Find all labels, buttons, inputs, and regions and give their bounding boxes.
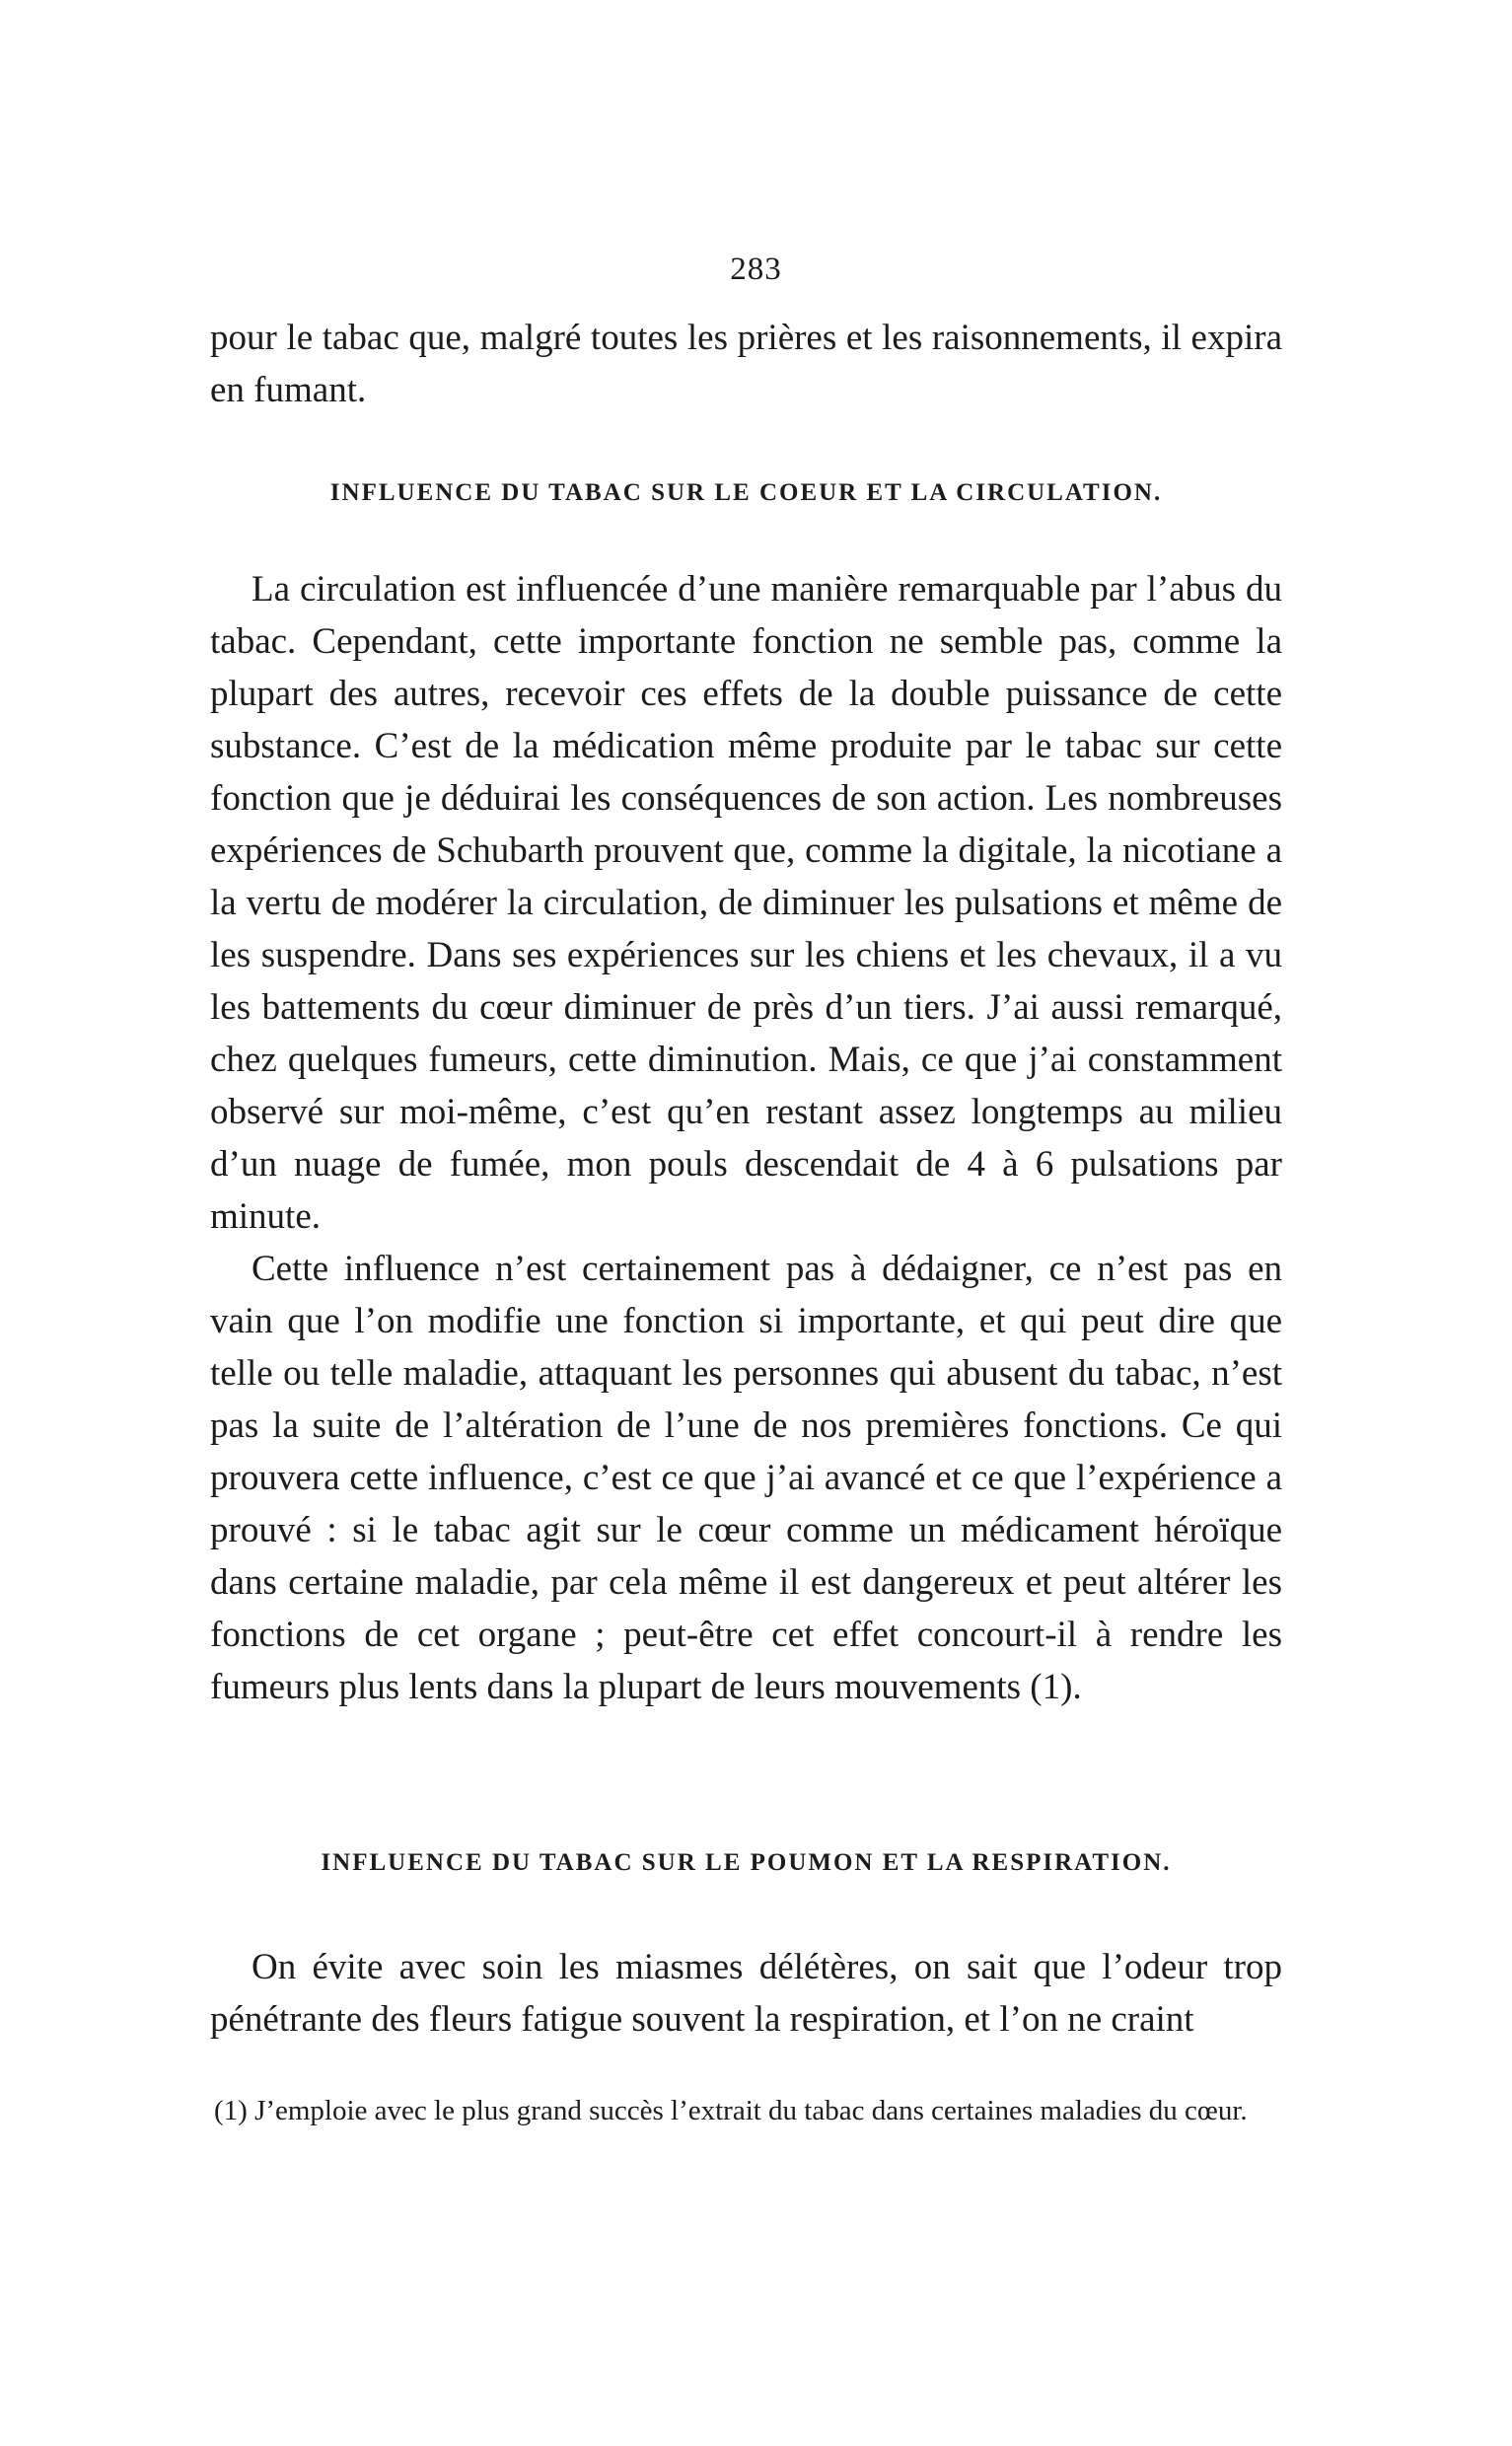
page-number: 283	[730, 252, 782, 287]
section-lung-body	[210, 1941, 1282, 2046]
footnote-block	[210, 2088, 1282, 2134]
section-heading-lung: INFLUENCE DU TABAC SUR LE POUMON ET LA RESPIRATION.	[321, 1849, 1172, 1876]
section-heart-heading-block	[210, 478, 1282, 508]
section-heart-body	[210, 563, 1282, 1713]
paragraph-heart-1: La circulation est influencée d’une manière remarquable par l’abus du tabac. Cependant, cette importante fonction ne semble pas, comme la plupart des autres, recevoir ces effets de la double puissance de cette substance. C’est de la médication même produite par le tabac sur cette fonction que je déduirai les conséquences de son action. Les nombreuses expériences de Schubarth prouvent que, comme la digitale, la nicotiane a la vertu de modérer la circulation, de diminuer les pulsations et même de les suspendre. Dans ses expériences sur les chiens et les chevaux, il a vu les battements du cœur diminuer de près d’un tiers. J’ai aussi remarqué, chez quelques fumeurs, cette diminution. Mais, ce que j’ai constamment observé sur moi-même, c’est qu’en restant assez longtemps au milieu d’un nuage de fumée, mon pouls descendait de 4 à 6 pulsations par minute.	[210, 569, 1282, 1237]
paragraph-heart-2: Cette influence n’est certainement pas à dédaigner, ce n’est pas en vain que l’on modifie une fonction si importante, et qui peut dire que telle ou telle maladie, attaquant les personnes qui abusent du tabac, n’est pas la suite de l’altération de l’une de nos premières fonctions. Ce qui prouvera cette influence, c’est ce que j’ai avancé et ce que l’expérience a prouvé : si le tabac agit sur le cœur comme un médicament héroïque dans certaine maladie, par cela même il est dangereux et peut altérer les fonctions de cet organe ; peut-être cet effet concourt-il à rendre les fumeurs plus lents dans la plupart de leurs mouvements (1).	[210, 1249, 1282, 1707]
section-lung-heading-block	[210, 1848, 1282, 1878]
paragraph-lung-1: On évite avec soin les miasmes délétères, on sait que l’odeur trop pénétrante des fleurs fatigue souvent la respiration, et l’on ne craint	[210, 1947, 1282, 2040]
section-heading-heart: INFLUENCE DU TABAC SUR LE COEUR ET LA CIRCULATION.	[329, 479, 1163, 506]
footnote: (1) J’emploie avec le plus grand succès l’extrait du tabac dans certaines maladies du cœur.	[214, 2095, 1248, 2126]
opening-paragraph: pour le tabac que, malgré toutes les prières et les raisonnements, il expira en fumant.	[210, 318, 1282, 410]
opening-text-block	[210, 312, 1282, 416]
